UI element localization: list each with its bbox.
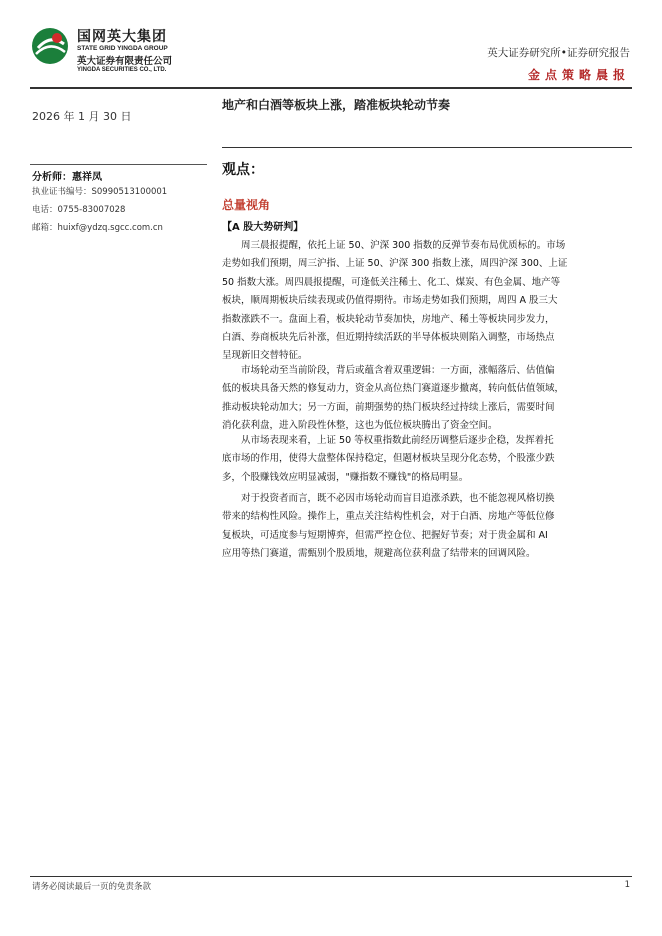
report-date: 2026 年 1 月 30 日 xyxy=(32,110,132,123)
footer-divider xyxy=(30,876,632,877)
paragraph-line: 底市场的作用，使得大盘整体保持稳定，但题材板块呈现分化态势，个股涨少跌 xyxy=(222,453,555,465)
paragraph-line: 呈现新旧交替特征。 xyxy=(222,350,308,362)
paragraph-line: 对于投资者而言，既不必因市场轮动而盲目追涨杀跌，也不能忽视风格切换 xyxy=(222,493,555,504)
paragraph-line: 从市场表现来看，上证 50 等权重指数此前经历调整后逐步企稳，发挥着托 xyxy=(222,435,554,446)
company-logo xyxy=(30,26,205,74)
logo-group-name-en: STATE GRID YINGDA GROUP xyxy=(77,45,168,52)
logo-company-name-en: YINGDA SECURITIES CO., LTD. xyxy=(77,67,167,73)
section-heading: 总量视角 xyxy=(222,198,271,212)
paragraph-line: 低的板块具备天然的修复动力，资金从高位热门赛道逐步撤离，转向低估值领域， xyxy=(222,383,565,395)
footer-disclaimer: 请务必阅读最后一页的免责条款 xyxy=(32,882,152,892)
header-divider xyxy=(30,87,632,89)
report-title: 地产和白酒等板块上涨，踏准板块轮动节奏 xyxy=(222,98,451,112)
paragraph-3 xyxy=(222,432,632,487)
page-number: 1 xyxy=(624,880,630,890)
sidebar-item-license: 执业证书编号：S0990513100001 xyxy=(32,187,168,197)
paragraph-line: 复板块，可适度参与短期博弈，但需严控仓位、把握好节奏；对于贵金属和 AI xyxy=(222,529,548,541)
paragraph-line: 白酒、券商板块先后补涨，但近期持续活跃的半导体板块则陷入调整，市场热点 xyxy=(222,332,555,344)
paragraph-line: 指数涨跌不一。盘面上看，板块轮动节奏加快，房地产、稀土等板块同步发力， xyxy=(222,313,555,325)
title-divider xyxy=(222,147,632,148)
paragraph-2 xyxy=(222,362,632,436)
paragraph-line: 板块，顺周期板块后续表现或仍值得期待。市场走势如我们预期，周四 A 股三大 xyxy=(222,295,558,307)
paragraph-line: 市场轮动至当前阶段，背后或蕴含着双重逻辑：一方面，涨幅落后、估值偏 xyxy=(222,365,555,376)
sidebar-item-phone: 电话：0755-83007028 xyxy=(32,205,126,215)
analyst-name: 分析师：惠祥凤 xyxy=(32,172,102,183)
paragraph-line: 多，个股赚钱效应明显减弱，"赚指数不赚钱"的格局明显。 xyxy=(222,471,469,483)
institute-label: 英大证券研究所•证券研究报告 xyxy=(487,47,630,59)
viewpoint-heading: 观点： xyxy=(222,162,264,178)
report-series-label: 金点策略晨报 xyxy=(527,68,630,82)
logo-group-name: 国网英大集团 xyxy=(77,29,167,45)
paragraph-line: 应用等热门赛道，需甄别个股质地，规避高位获利盘了结带来的回调风险。 xyxy=(222,548,536,560)
state-grid-logo-icon xyxy=(30,26,70,66)
paragraph-line: 消化获利盘，进入阶段性休整，这也为低位板块腾出了资金空间。 xyxy=(222,420,498,432)
paragraph-line: 推动板块轮动加大；另一方面，前期强势的热门板块经过持续上涨后，需要时间 xyxy=(222,401,555,413)
sidebar-divider xyxy=(30,164,207,165)
paragraph-line: 带来的结构性风险。操作上，重点关注结构性机会，对于白酒、房地产等低位修 xyxy=(222,511,555,523)
sidebar-item-email[interactable]: 邮箱：huixf@ydzq.sgcc.com.cn xyxy=(32,223,163,233)
subsection-heading: 【A 股大势研判】 xyxy=(222,222,304,233)
logo-company-name: 英大证券有限责任公司 xyxy=(77,56,173,67)
paragraph-line: 50 指数大涨。周四晨报提醒，可逢低关注稀土、化工、煤炭、有色金属、地产等 xyxy=(222,276,561,288)
paragraph-line: 走势如我们预期，周三沪指、上证 50、沪深 300 指数上涨，周四沪深 300、上证 xyxy=(222,258,568,270)
paragraph-1 xyxy=(222,237,632,366)
paragraph-4 xyxy=(222,490,632,564)
paragraph-line: 周三晨报提醒，依托上证 50、沪深 300 指数的反弹节奏布局优质标的。市场 xyxy=(222,240,566,251)
